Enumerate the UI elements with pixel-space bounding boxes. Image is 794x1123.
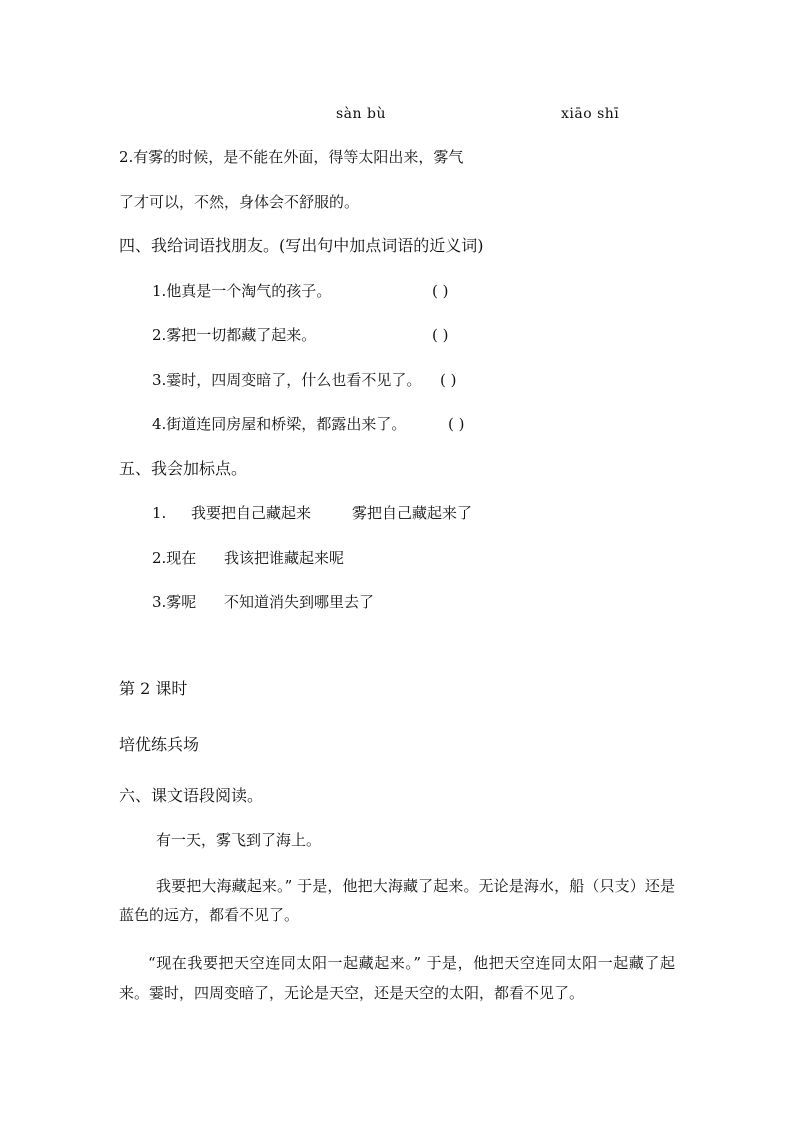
punct-item-1-number: 1. <box>152 504 167 522</box>
punct-item-3-number: 3.雾呢 <box>152 593 197 611</box>
section-5-title: 五、我会加标点。 <box>119 459 248 478</box>
lesson-2-subtitle: 培优练兵场 <box>119 735 200 754</box>
answer-blank-2[interactable]: ( ) <box>432 326 449 344</box>
punct-item-2-number: 2.现在 <box>152 549 197 567</box>
punct-item-1-part-b: 雾把自己藏起来了 <box>352 504 473 522</box>
synonym-item-3: 3.霎时，四周变暗了，什么也看不见了。 <box>152 371 422 389</box>
pinyin-xiaoshi: xiāo shī <box>561 106 620 122</box>
synonym-item-4: 4.街道连同房屋和桥梁，都露出来了。 <box>152 415 407 433</box>
answer-blank-3[interactable]: ( ) <box>440 371 457 389</box>
synonym-item-2: 2.雾把一切都藏了起来。 <box>152 326 317 344</box>
punct-item-3-part-a: 不知道消失到哪里去了 <box>224 593 375 611</box>
question-2-line-2: 了才可以，不然，身体会不舒服的。 <box>119 193 360 211</box>
pinyin-sanbu: sàn bù <box>336 106 386 122</box>
synonym-item-1: 1.他真是一个淘气的孩子。 <box>152 282 332 300</box>
reading-paragraph-1: 有一天，雾飞到了海上。 <box>156 831 322 849</box>
punct-item-1-part-a: 我要把自己藏起来 <box>191 504 312 522</box>
punct-item-2-part-a: 我该把谁藏起来呢 <box>224 549 345 567</box>
question-2-line-1: 2.有雾的时候，是不能在外面，得等太阳出来，雾气 <box>119 148 464 166</box>
section-4-title: 四、我给词语找朋友。(写出句中加点词语的近义词) <box>119 236 484 255</box>
answer-blank-4[interactable]: ( ) <box>448 415 465 433</box>
section-6-title: 六、课文语段阅读。 <box>119 786 264 805</box>
answer-blank-1[interactable]: ( ) <box>432 282 449 300</box>
lesson-2-title: 第 2 课时 <box>119 679 188 698</box>
reading-paragraph-3: “现在我要把天空连同太阳一起藏起来。” 于是，他把天空连同太阳一起藏了起来。霎时，四周变暗了，无论是天空，还是天空的太阳，都看不见了。 <box>119 954 675 1002</box>
reading-paragraph-2: 我要把大海藏起来。” 于是，他把大海藏了起来。无论是海水，船（只支）还是蓝色的远方，都看不见了。 <box>119 877 675 924</box>
